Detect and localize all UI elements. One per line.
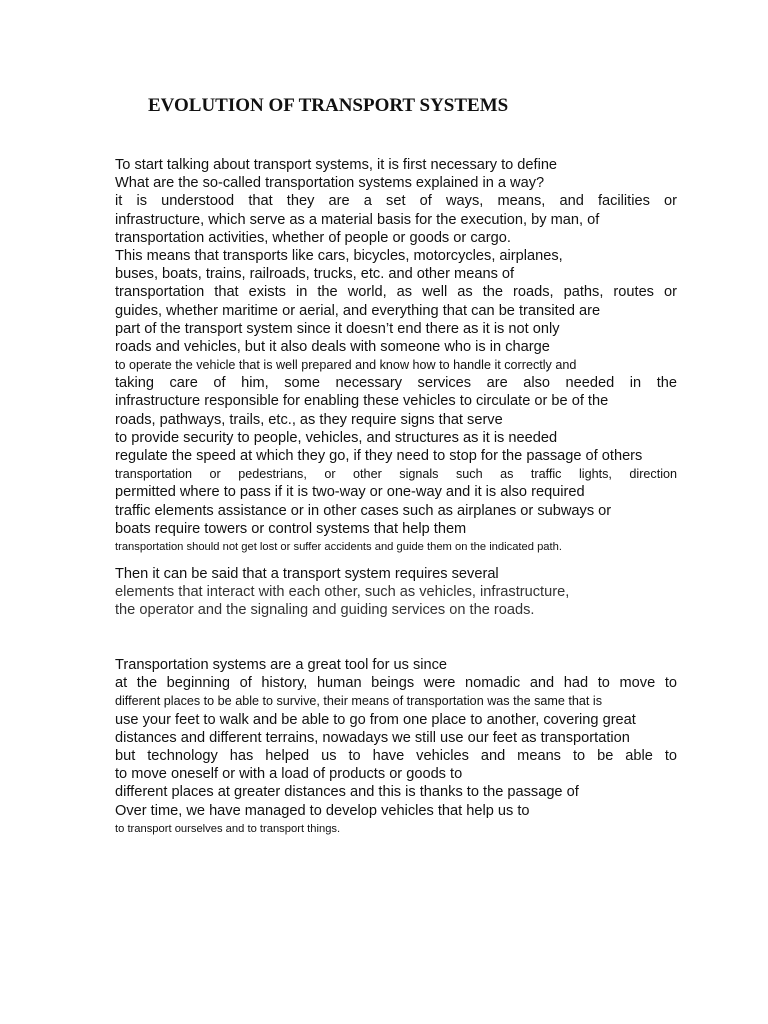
text-line: different places to be able to survive, their means of transportation was the same that is bbox=[115, 694, 602, 709]
text-line: boats require towers or control systems that help them bbox=[115, 520, 467, 537]
text-line: regulate the speed at which they go, if they need to stop for the passage of others bbox=[115, 448, 643, 464]
text-line: What are the so-called transportation systems explained in a way? bbox=[115, 175, 545, 192]
text-line: transportation activities, whether of people or goods or cargo. bbox=[115, 229, 511, 246]
text-line: roads, pathways, trails, etc., as they require signs that serve bbox=[115, 411, 503, 428]
text-line: infrastructure, which serve as a material basis for the execution, by man, of bbox=[115, 211, 600, 228]
text-line: at the beginning of history, human beings were nomadic and had to move to bbox=[115, 675, 677, 692]
text-line: transportation should not get lost or suffer accidents and guide them on the indicated path. bbox=[115, 540, 562, 553]
text-line: infrastructure responsible for enabling these vehicles to circulate or be of the bbox=[115, 393, 609, 410]
text-line: to move oneself or with a load of products or goods to bbox=[115, 766, 463, 783]
text-line: permitted where to pass if it is two-way or one-way and it is also required bbox=[115, 484, 585, 501]
text-line: Then it can be said that a transport system requires several bbox=[115, 566, 499, 582]
text-line: Transportation systems are a great tool for us since bbox=[115, 657, 448, 673]
text-line: transportation that exists in the world, as well as the roads, paths, routes or bbox=[115, 284, 677, 301]
text-line: This means that transports like cars, bicycles, motorcycles, airplanes, bbox=[115, 247, 563, 264]
text-line: use your feet to walk and be able to go from one place to another, covering great bbox=[115, 711, 636, 728]
text-line: it is understood that they are a set of ways, means, and facilities or bbox=[115, 193, 677, 210]
text-line: different places at greater distances and this is thanks to the passage of bbox=[115, 784, 579, 801]
text-line: roads and vehicles, but it also deals with someone who is in charge bbox=[115, 338, 550, 355]
text-line: elements that interact with each other, such as vehicles, infrastructure, bbox=[115, 584, 570, 601]
text-line: taking care of him, some necessary services are also needed in the bbox=[115, 375, 677, 392]
text-line: buses, boats, trains, railroads, trucks, etc. and other means of bbox=[115, 266, 515, 283]
document-title: EVOLUTION OF TRANSPORT SYSTEMS bbox=[148, 95, 509, 116]
text-line: to transport ourselves and to transport things. bbox=[115, 822, 341, 835]
text-line: To start talking about transport systems, it is first necessary to define bbox=[115, 157, 558, 173]
text-line: the operator and the signaling and guiding services on the roads. bbox=[115, 602, 535, 619]
text-line: part of the transport system since it doesn’t end there as it is not only bbox=[115, 320, 560, 337]
paragraph-summary bbox=[115, 565, 677, 620]
text-line: distances and different terrains, nowadays we still use our feet as transportation bbox=[115, 729, 630, 746]
paragraph-definition bbox=[115, 156, 677, 556]
text-line: transportation or pedestrians, or other signals such as traffic lights, direction bbox=[115, 467, 677, 482]
text-line: to operate the vehicle that is well prepared and know how to handle it correctly and bbox=[115, 358, 577, 373]
text-line: guides, whether maritime or aerial, and everything that can be transited are bbox=[115, 302, 601, 319]
text-line: to provide security to people, vehicles, and structures as it is needed bbox=[115, 429, 558, 446]
text-line: traffic elements assistance or in other cases such as airplanes or subways or bbox=[115, 502, 612, 519]
text-line: Over time, we have managed to develop vehicles that help us to bbox=[115, 802, 530, 819]
text-line: but technology has helped us to have vehicles and means to be able to bbox=[115, 747, 677, 764]
paragraph-history bbox=[115, 656, 677, 838]
